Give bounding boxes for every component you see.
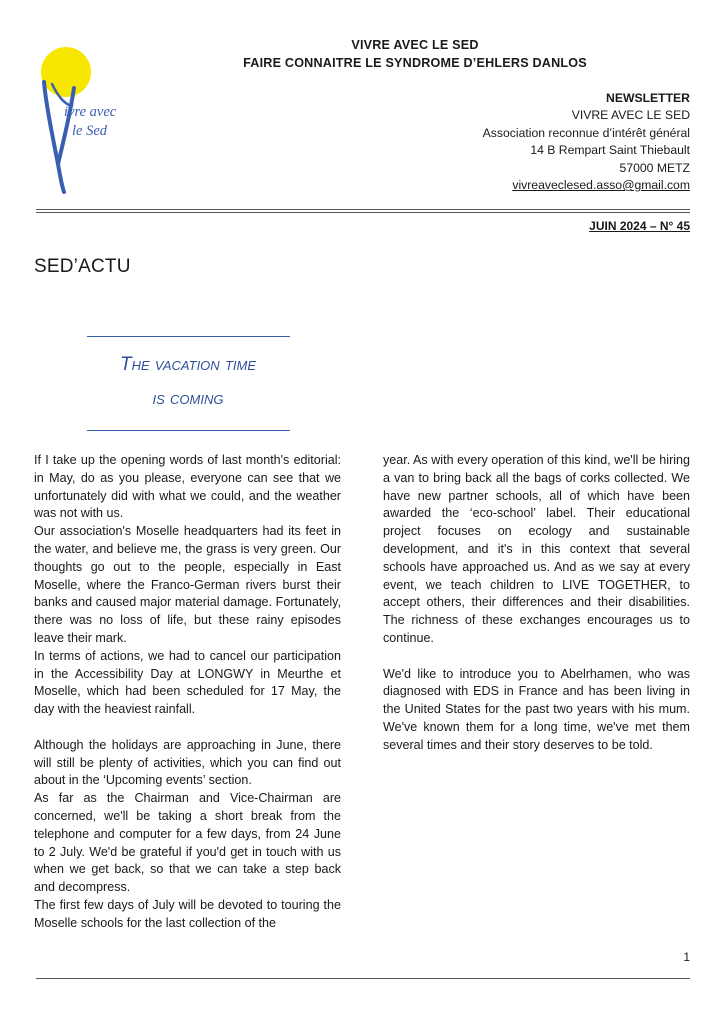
header-rule <box>36 209 690 210</box>
email-link[interactable]: vivreaveclesed.asso@gmail.com <box>512 178 690 193</box>
org-name: VIVRE AVEC LE SED <box>571 108 690 123</box>
paragraph: We'd like to introduce you to Abelrhamen, who was diagnosed with EDS in France and has been living in the United States for the past two years with his mum. We've known them for a long time, we've met them several times and their story deserves to be told. <box>383 666 690 752</box>
city-address: 57000 METZ <box>619 160 690 175</box>
header-title-line1: VIVRE AVEC LE SED <box>351 38 479 52</box>
header-title-line2: FAIRE CONNAITRE LE SYNDROME D’EHLERS DANLOS <box>243 56 587 70</box>
newsletter-label: NEWSLETTER <box>606 91 690 105</box>
footer-rule <box>36 978 690 979</box>
issue-number: JUIN 2024 – N° 45 <box>589 219 690 233</box>
logo-text-line1: ivre avec <box>64 104 117 120</box>
right-column <box>383 452 690 755</box>
article-title <box>60 348 316 416</box>
logo-text-line2: le Sed <box>72 123 108 139</box>
paragraph: year. As with every operation of this kind, we'll be hiring a van to bring back all the bags of corks collected. We have new partner schools, all of which have been awarded the ‘eco-school’ label. Their educational project focuses on ecology and sustainable development, and it's in this context that several schools have approached us. And as we say at every event, we teach children to LIVE TOGETHER, to accept others, their differences and their disabilities. The richness of these exchanges encourages us to continue. <box>383 453 690 645</box>
article-title-line2: is coming <box>152 388 224 409</box>
org-status: Association reconnue d’intérêt général <box>482 125 690 140</box>
paragraph: If I take up the opening words of last month's editorial: in May, do as you please, everyone can see that we unfortunately did with what we could, and the weather was not with us. <box>34 453 341 521</box>
paragraph: Our association's Moselle headquarters had its feet in the water, and believe me, the grass is very green. Our thoughts go out to the people, especially in East Moselle, where the Franco-German rivers burst their banks and caused major material damage. Fortunately, there was no loss of life, but these rainy episodes leave their mark. <box>34 524 341 645</box>
paragraph: In terms of actions, we had to cancel our participation in the Accessibility Day at LONGWY in Meurthe et Moselle, which had been scheduled for 17 May, the day with the heaviest rainfall. <box>34 648 341 717</box>
page-number: 1 <box>683 950 690 964</box>
header-rule-secondary <box>36 212 690 213</box>
address-block <box>390 90 690 194</box>
title-rule-top <box>87 336 290 337</box>
paragraph: Although the holidays are approaching in June, there will still be plenty of activities, which you can find out about in the ‘Upcoming events’ section. <box>34 737 341 788</box>
paragraph: As far as the Chairman and Vice-Chairman are concerned, we'll be taking a short break from the telephone and computer for a few days, from 24 June to 2 July. We'd be grateful if you'd get in touch with us when we get back, so that we can take a step back and decompress. <box>34 791 341 895</box>
section-title: SED’ACTU <box>34 256 131 277</box>
article-title-line1: The vacation time <box>119 354 257 375</box>
paragraph: The first few days of July will be devoted to touring the Moselle schools for the last collection of the <box>34 897 341 930</box>
street-address: 14 B Rempart Saint Thiebault <box>530 143 690 158</box>
left-column <box>34 452 341 933</box>
title-rule-bottom <box>87 430 290 431</box>
association-logo <box>34 44 134 194</box>
